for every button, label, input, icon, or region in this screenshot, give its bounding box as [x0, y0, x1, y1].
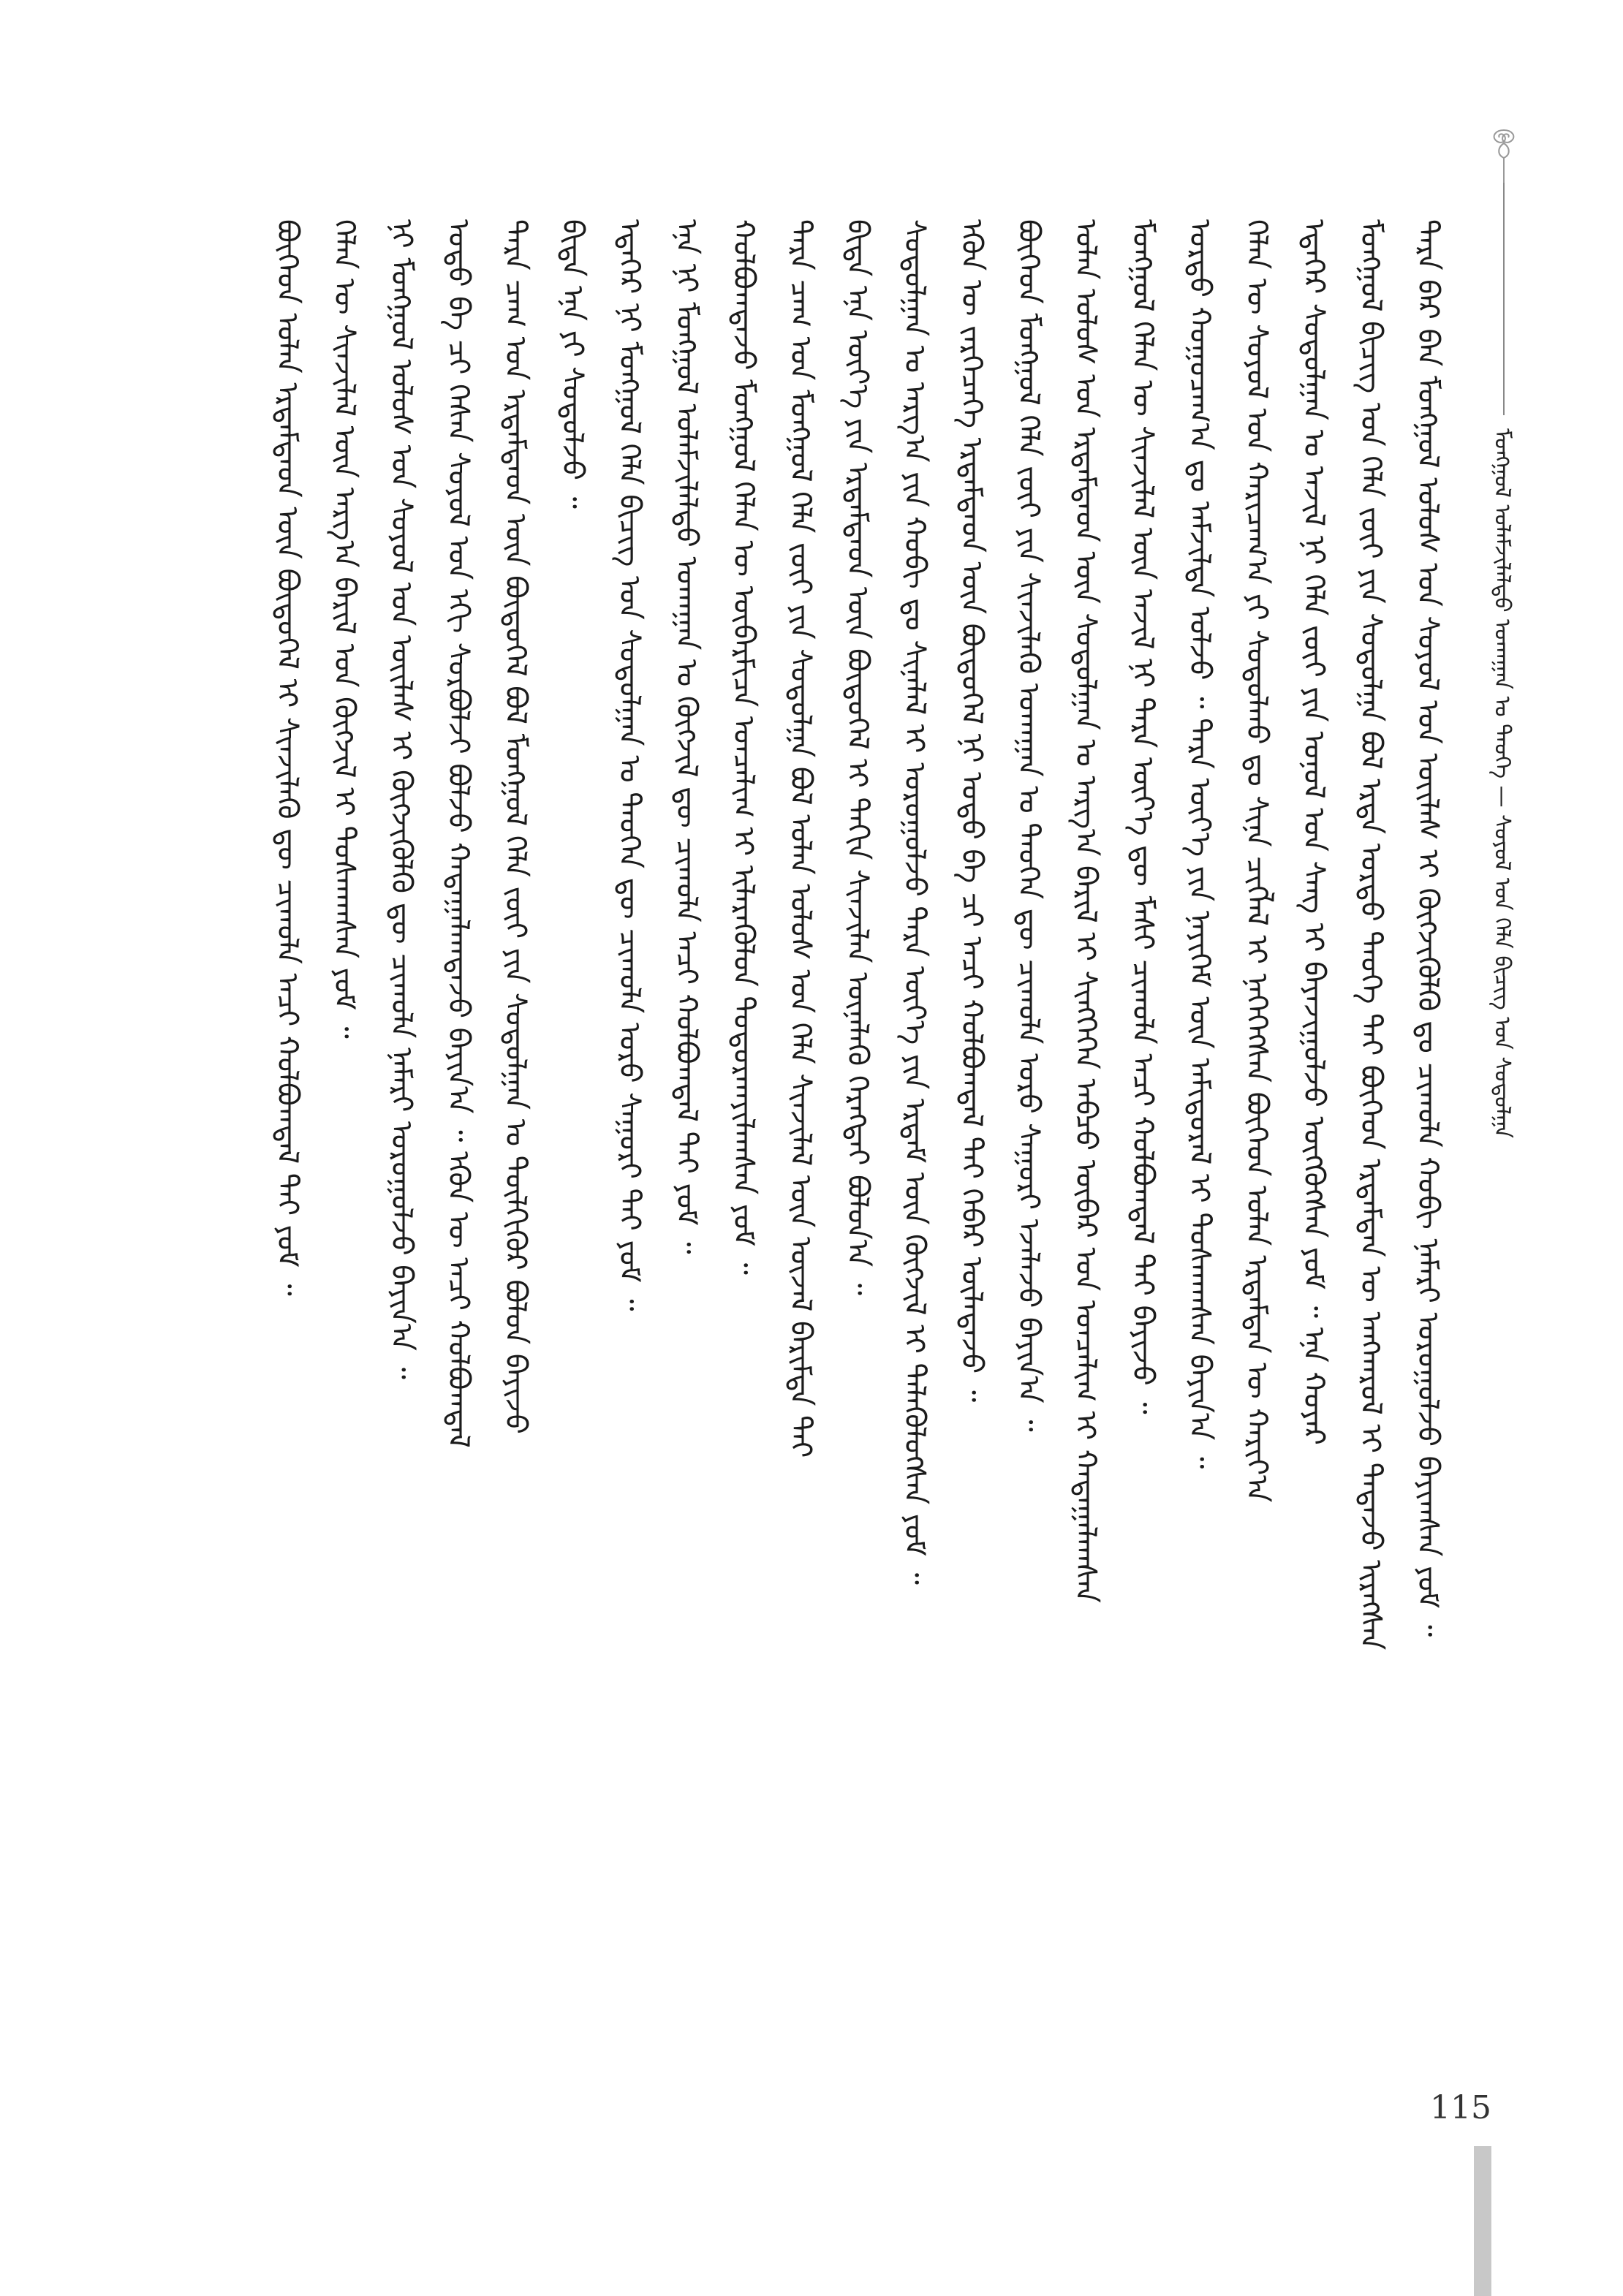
- page-edge-bar: [1474, 2146, 1491, 2296]
- text-column: ᠤᠷᠲᠤ ᠬᠤᠭᠤᠴᠠᠭ᠎ᠠ ᠳᠤ ᠠᠮᠵᠢᠯᠲᠠ ᠣᠯᠵᠤ ᠃ ᠲᠡᠷᠡ ᠦᠶ᠎ᠡ ᠶᠢᠨ ᠨᠡᠶᠢᠭᠡᠮ ᠦᠨ ᠠᠮᠢᠳᠤᠷᠠᠯ ᠢ ᠲᠤᠰᠬᠠᠭᠰᠠᠨ ᠪᠠᠶᠢᠨ᠎ᠠ ᠃: [1183, 219, 1217, 1469]
- text-column: ᠮᠣᠩᠭᠣᠯ ᠬᠡᠯᠡᠨ ᠦ ᠰᠢᠨᠵᠢᠯᠡᠯ ᠦᠨ ᠠᠵᠢᠯ ᠨᠢ ᠲᠡᠷᠡ ᠦᠶ᠎ᠡ ᠳᠦ ᠮᠠᠰᠢ ᠴᠢᠬᠤᠯᠠ ᠠᠴᠢ ᠬᠣᠯᠪᠣᠭᠳᠠᠯ ᠲᠠᠢ ᠪᠠᠶᠢᠵᠤ ᠃: [1126, 219, 1159, 1414]
- text-column: ᠲᠡᠷᠡ ᠴᠠᠭ ᠤᠨ ᠡᠷᠳᠡᠮᠲᠡᠳ ᠦᠨ ᠪᠦᠲᠦᠭᠡᠯ ᠪᠣᠯ ᠮᠣᠩᠭᠣᠯ ᠬᠡᠯᠡ ᠵᠦᠢ ᠶᠢᠨ ᠰᠤᠳᠤᠯᠭᠠᠨ ᠤ ᠲᠦᠯᠬᠢᠭᠦᠷ ᠪᠣᠯᠤᠨ ᠪᠠᠶᠢᠵᠤ: [499, 219, 532, 1434]
- header-rule: [1503, 183, 1505, 415]
- text-column: ᠬᠡᠯᠡᠨ ᠦ ᠰᠣᠶᠣᠯ ᠤᠨ ᠬᠠᠷᠢᠴᠠᠭ᠎ᠠ ᠶᠢ ᠰᠣᠳᠤᠯᠬᠤ ᠳᠤ ᠰᠢᠨᠡ ᠴᠢᠭᠯᠡᠯ ᠢ ᠨᠡᠭᠡᠭᠡᠭᠰᠡᠨ ᠪᠥᠭᠡᠳ ᠣᠯᠠᠨ ᠡᠷᠳᠡᠮᠲᠡᠨ ᠦ ᠬᠠᠷᠢᠶ᠎ᠠ: [1240, 219, 1274, 1503]
- text-column: ᠬᠡᠯᠡᠨ ᠦ ᠰᠢᠨᠵᠢᠯᠡᠯ ᠦᠨ ᠠᠷᠭ᠎ᠠ ᠪᠠᠷᠢᠯ ᠤᠨ ᠬᠥᠭᠵᠢᠯ ᠢ ᠲᠤᠰᠬᠠᠭᠰᠠᠨ ᠶᠤᠮ ᠃: [328, 219, 361, 1039]
- header-ornament-icon: [1483, 126, 1525, 184]
- text-column: ᠡᠭᠦᠨ ᠦ ᠵᠡᠷᠭᠡᠴᠡᠭᠡ ᠡᠷᠳᠡᠮᠲᠡᠳ ᠦᠨ ᠪᠦᠲᠦᠭᠡᠯ ᠨᠢ ᠣᠳᠣ ᠪᠠ ᠴᠢ ᠠᠴᠢ ᠬᠣᠯᠪᠣᠭᠳᠠᠯ ᠲᠠᠢ ᠬᠡᠪᠡᠷ ᠦᠯᠡᠳᠡᠵᠦ ᠃: [955, 219, 988, 1403]
- text-column: ᠣᠳᠣ ᠪᠠ ᠴᠢ ᠭᠡᠰᠡᠨ ᠰᠣᠶᠣᠯ ᠤᠨ ᠡᠬᠢ ᠰᠤᠷᠪᠤᠯᠵᠢ ᠪᠣᠯᠵᠤ ᠬᠠᠳᠠᠭᠠᠯᠠᠭᠳᠠᠵᠤ ᠪᠠᠶᠢᠨ᠎ᠠ ᠃ ᠡᠭᠦᠨ ᠦ ᠠᠴᠢ ᠬᠣᠯᠪᠣᠭᠳᠠᠯ: [442, 219, 475, 1448]
- text-column: ᠲᠡᠷᠡ ᠪᠡᠷ ᠪᠠᠨ ᠮᠣᠩᠭᠣᠯ ᠤᠯᠤᠰ ᠤᠨ ᠰᠣᠶᠣᠯ ᠤᠨ ᠦᠢᠯᠡᠰ ᠢ ᠬᠦᠭᠵᠢᠭᠦᠯᠬᠦ ᠳᠤ ᠴᠢᠬᠤᠯᠠ ᠬᠤᠪᠢ ᠨᠡᠮᠡᠷᠢ ᠣᠷᠣᠭᠤᠯᠵᠤ ᠪᠠᠶᠢᠭᠰᠠᠨ ᠶᠤᠮ ᠃: [1411, 219, 1445, 1637]
- page-number: 115: [1430, 2089, 1491, 2126]
- text-column: ᠪᠢᠳᠡ ᠡᠨᠡ ᠦᠶ᠎ᠡ ᠶᠢᠨ ᠡᠷᠳᠡᠮᠲᠡᠳ ᠦᠨ ᠪᠦᠲᠦᠭᠡᠯ ᠢ ᠳᠠᠬᠢᠨ ᠰᠢᠨᠵᠢᠯᠡᠨ ᠦᠨᠡᠯᠡᠬᠦ ᠬᠡᠷᠡᠭᠲᠡᠢ ᠪᠣᠯᠤᠨ᠎ᠠ ᠃: [841, 219, 874, 1296]
- text-column: ᠮᠣᠩᠭᠣᠯ ᠪᠢᠴᠢᠭ ᠤᠨ ᠬᠡᠯᠡ ᠵᠦᠢ ᠶᠢᠨ ᠰᠤᠳᠤᠯᠭᠠ ᠪᠣᠯ ᠡᠷᠲᠡ ᠤᠷᠲᠤ ᠲᠡᠦᠬᠡ ᠲᠠᠢ ᠪᠥᠭᠡᠳ ᠡᠷᠳᠡᠮᠲᠡᠨ ᠦ ᠠᠩᠬᠠᠷᠤᠯ ᠢ ᠲᠠᠲᠠᠵᠤ ᠢᠷᠡᠭᠰᠡᠨ: [1354, 219, 1388, 1651]
- text-column: ᠬᠣᠯᠪᠣᠭᠳᠠᠵᠤ ᠮᠣᠩᠭᠣᠯ ᠬᠡᠯᠡᠨ ᠦ ᠥᠪᠡᠷᠮᠢᠴᠡ ᠣᠨᠴᠠᠯᠢᠭ ᠢ ᠢᠯᠡᠷᠡᠭᠦᠯᠦᠨ ᠲᠣᠳᠤᠷᠬᠠᠶᠢᠯᠠᠭᠰᠠᠨ ᠶᠤᠮ ᠃: [727, 219, 760, 1275]
- text-column: ᠪᠢᠳᠡ ᠡᠨᠡ ᠶᠢ ᠰᠤᠳᠤᠯᠵᠤ ᠃: [556, 219, 589, 509]
- running-header: ᠮᠣᠩᠭᠣᠯ ᠤᠯᠠᠮᠵᠢᠯᠠᠯᠲᠣ ᠤᠬᠠᠭᠠᠨ ᠤ ᠲᠡᠦᠬᠡ — ᠰᠣᠶᠣᠯ ᠤᠨ ᠬᠡᠯᠡ ᠪᠢᠴᠢᠭ ᠤᠨ ᠰᠤᠳᠤᠯᠭᠠ: [1489, 428, 1515, 1139]
- text-column: ᠰᠤᠳᠤᠯᠭᠠᠨ ᠤ ᠠᠷᠭ᠎ᠠ ᠶᠢᠨ ᠬᠤᠪᠢ ᠳᠤ ᠰᠢᠨᠡᠯᠡᠯ ᠢ ᠣᠷᠣᠭᠤᠯᠵᠤ ᠲᠡᠷᠡ ᠦᠶ᠎ᠡ ᠶᠢᠨ ᠡᠷᠳᠡᠮ ᠦᠨ ᠬᠥᠭᠵᠢᠯ ᠢ ᠲᠡᠯᠡᠭᠦᠯᠦᠭᠰᠡᠨ ᠶᠤᠮ ᠃: [898, 219, 931, 1585]
- body-text: [181, 219, 1456, 2076]
- text-column: ᠣᠯᠠᠨ ᠤᠯᠤᠰ ᠤᠨ ᠡᠷᠳᠡᠮᠲᠡᠳ ᠦᠨ ᠰᠤᠳᠤᠯᠭᠠᠨ ᠤ ᠠᠷᠭ᠎ᠠ ᠪᠠᠷᠢᠯ ᠢ ᠰᠢᠩᠭᠡᠭᠡᠨ ᠠᠪᠴᠤ ᠥᠪᠡᠷ ᠤᠨ ᠣᠨᠴᠠᠯᠢᠭ ᠢ ᠬᠠᠳᠠᠭᠠᠯᠠᠭᠰᠠᠨ: [1069, 219, 1102, 1603]
- text-column: ᠨᠢ ᠮᠣᠩᠭᠣᠯ ᠤᠯᠤᠰ ᠤᠨ ᠰᠣᠶᠣᠯ ᠤᠨ ᠦᠢᠯᠡᠰ ᠢ ᠬᠥᠭᠵᠢᠭᠦᠯᠬᠦ ᠳᠦ ᠴᠢᠬᠤᠯᠠ ᠨᠡᠮᠡᠷᠢ ᠣᠷᠣᠭᠤᠯᠵᠤ ᠪᠠᠶᠢᠨ᠎ᠠ ᠃: [385, 219, 418, 1379]
- text-column: ᠪᠥᠭᠡᠳ ᠣᠯᠠᠨ ᠡᠷᠳᠡᠮᠲᠡᠳ ᠦᠨ ᠪᠦᠲᠦᠭᠡᠯ ᠢ ᠰᠢᠨᠵᠢᠯᠡᠬᠦ ᠳᠦ ᠴᠢᠬᠤᠯᠠ ᠠᠴᠢ ᠬᠣᠯᠪᠣᠭᠳᠠᠯ ᠲᠠᠢ ᠶᠤᠮ ᠃: [270, 219, 304, 1296]
- text-column: ᠡᠨᠡ ᠨᠢ ᠮᠣᠩᠭᠣᠯ ᠤᠯᠠᠮᠵᠢᠯᠠᠯᠲᠤ ᠤᠬᠠᠭᠠᠨ ᠤ ᠬᠥᠭᠵᠢᠯ ᠳᠦ ᠴᠢᠬᠤᠯᠠ ᠠᠴᠢ ᠬᠣᠯᠪᠣᠭᠳᠠᠯ ᠲᠠᠢ ᠶᠤᠮ ᠃: [670, 219, 703, 1254]
- text-column: ᠲᠡᠷᠡ ᠴᠠᠭ ᠤᠨ ᠮᠣᠩᠭᠣᠯ ᠬᠡᠯᠡ ᠵᠦᠢ ᠶᠢᠨ ᠰᠤᠳᠤᠯᠭᠠ ᠪᠣᠯ ᠣᠯᠠᠨ ᠤᠯᠤᠰ ᠤᠨ ᠬᠡᠯᠡ ᠰᠢᠨᠵᠢᠯᠡᠯ ᠦᠨ ᠦᠵᠡᠯ ᠪᠠᠷᠢᠮᠲᠠ ᠲᠠᠢ: [784, 219, 817, 1458]
- text-column: ᠡᠳᠡᠭᠡᠷ ᠨᠢ ᠮᠣᠩᠭᠣᠯ ᠬᠡᠯᠡ ᠪᠢᠴᠢᠭ ᠤᠨ ᠰᠤᠳᠤᠯᠭᠠᠨ ᠤ ᠲᠡᠦᠬᠡᠨ ᠳᠦ ᠴᠢᠬᠤᠯᠠ ᠣᠷᠣ ᠰᠠᠭᠤᠷᠢ ᠲᠠᠢ ᠶᠤᠮ ᠃: [613, 219, 646, 1311]
- text-column: ᠪᠥᠭᠡᠳ ᠮᠣᠩᠭᠣᠯ ᠬᠡᠯᠡ ᠵᠦᠢ ᠶᠢᠨ ᠰᠢᠨᠵᠢᠯᠡᠬᠦ ᠤᠬᠠᠭᠠᠨ ᠤ ᠲᠡᠦᠬᠡᠨ ᠳᠦ ᠴᠢᠬᠤᠯᠠ ᠣᠷᠣ ᠰᠠᠭᠤᠷᠢ ᠡᠵᠡᠯᠡᠵᠦ ᠪᠠᠶᠢᠨ᠎ᠠ ᠃: [1012, 219, 1045, 1432]
- text-column: ᠡᠳᠡᠭᠡᠷ ᠰᠤᠳᠤᠯᠭᠠᠨ ᠤ ᠠᠵᠢᠯ ᠨᠢ ᠬᠡᠯᠡ ᠵᠦᠢ ᠶᠢᠨ ᠣᠨᠣᠯ ᠤᠨ ᠰᠠᠩ ᠢ ᠪᠠᠶᠠᠵᠢᠭᠤᠯᠵᠤ ᠥᠭᠭᠦᠭᠰᠡᠨ ᠶᠤᠮ ᠃ ᠡᠨᠡ ᠬᠣᠶᠠᠷ: [1297, 219, 1331, 1445]
